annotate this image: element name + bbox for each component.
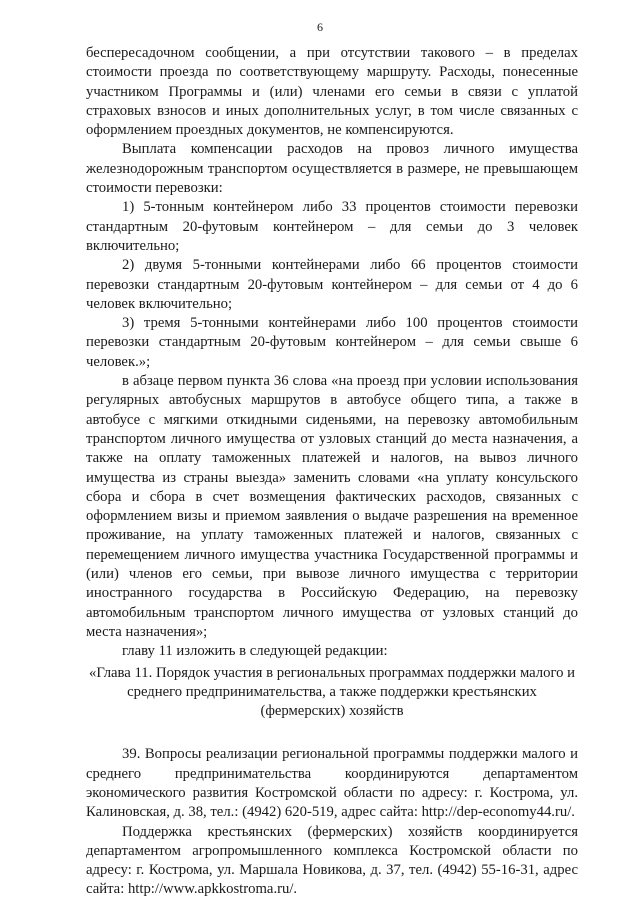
chapter-title: «Глава 11. Порядок участия в региональных программах поддержки малого и среднего предпринимательства, а также поддержки крестьянских (фермерских) хозяйств bbox=[88, 664, 576, 720]
section-gap bbox=[86, 721, 578, 745]
paragraph: Выплата компенсации расходов на провоз личного имущества железнодорожным транспортом осуществляется в размере, не превышающем стоимости перевозки: bbox=[86, 141, 578, 197]
paragraph: в абзаце первом пункта 36 слова «на проезд при условии использования регулярных автобусных маршрутов в автобусе общего типа, а также в автобусе с мягкими откидными сиденьями, на перевозку автомобильным транспортом личного имущества от узловых станций до места назначения, а также на оплату таможенных платежей и налогов, на вывоз личного имущества из страны выезда» заменить словами «на уплату консульского сбора и сбора в счет возмещения фактических расходов, связанных с оформлением визы и приемом заявления о выдаче разрешения на временное проживание, на уплату таможенных платежей и налогов, связанных с перемещением личного имущества участника Государственной программы и (или) членов его семьи, при вывозе личного имущества с территории иностранного государства в Российскую Федерацию, на перевозку автомобильным транспортом личного имущества от узловых станций до места назначения»; bbox=[86, 373, 578, 640]
page-number: 6 bbox=[317, 20, 323, 34]
paragraph: Поддержка крестьянских (фермерских) хозяйств координируется департаментом агропромышленного комплекса Костромской области по адресу: г. Кострома, ул. Маршала Новикова, д. 37, тел. (4942) 55-16-31, адрес сайта: http://www.apkkostroma.ru/. bbox=[86, 823, 578, 898]
paragraph: главу 11 изложить в следующей редакции: bbox=[122, 643, 388, 660]
list-item: 1) 5-тонным контейнером либо 33 процентов стоимости перевозки стандартным 20-футовым контейнером – для семьи до 3 человек включительно; bbox=[86, 199, 578, 254]
document-body bbox=[86, 44, 578, 900]
list-item: 2) двумя 5-тонными контейнерами либо 66 процентов стоимости перевозки стандартным 20-футовым контейнером – для семьи от 4 до 6 человек включительно; bbox=[86, 257, 578, 312]
paragraph: беспересадочном сообщении, а при отсутствии такового – в пределах стоимости проезда по соответствующему маршруту. Расходы, понесенные участником Программы и (или) членами его семьи в связи с уплатой страховых взносов и иных дополнительных услуг, в том числе связанных с оформлением проездных документов, не компенсируются. bbox=[86, 45, 578, 139]
list-item: 3) тремя 5-тонными контейнерами либо 100 процентов стоимости перевозки стандартным 20-футовым контейнером – для семьи свыше 6 человек.»; bbox=[86, 315, 578, 370]
paragraph: 39. Вопросы реализации региональной программы поддержки малого и среднего предпринимательства координируются департаментом экономического развития Костромской области по адресу: г. Кострома, ул. Калиновская, д. 38, тел.: (4942) 620-519, адрес сайта: http://dep-economy44.ru/. bbox=[86, 746, 578, 821]
